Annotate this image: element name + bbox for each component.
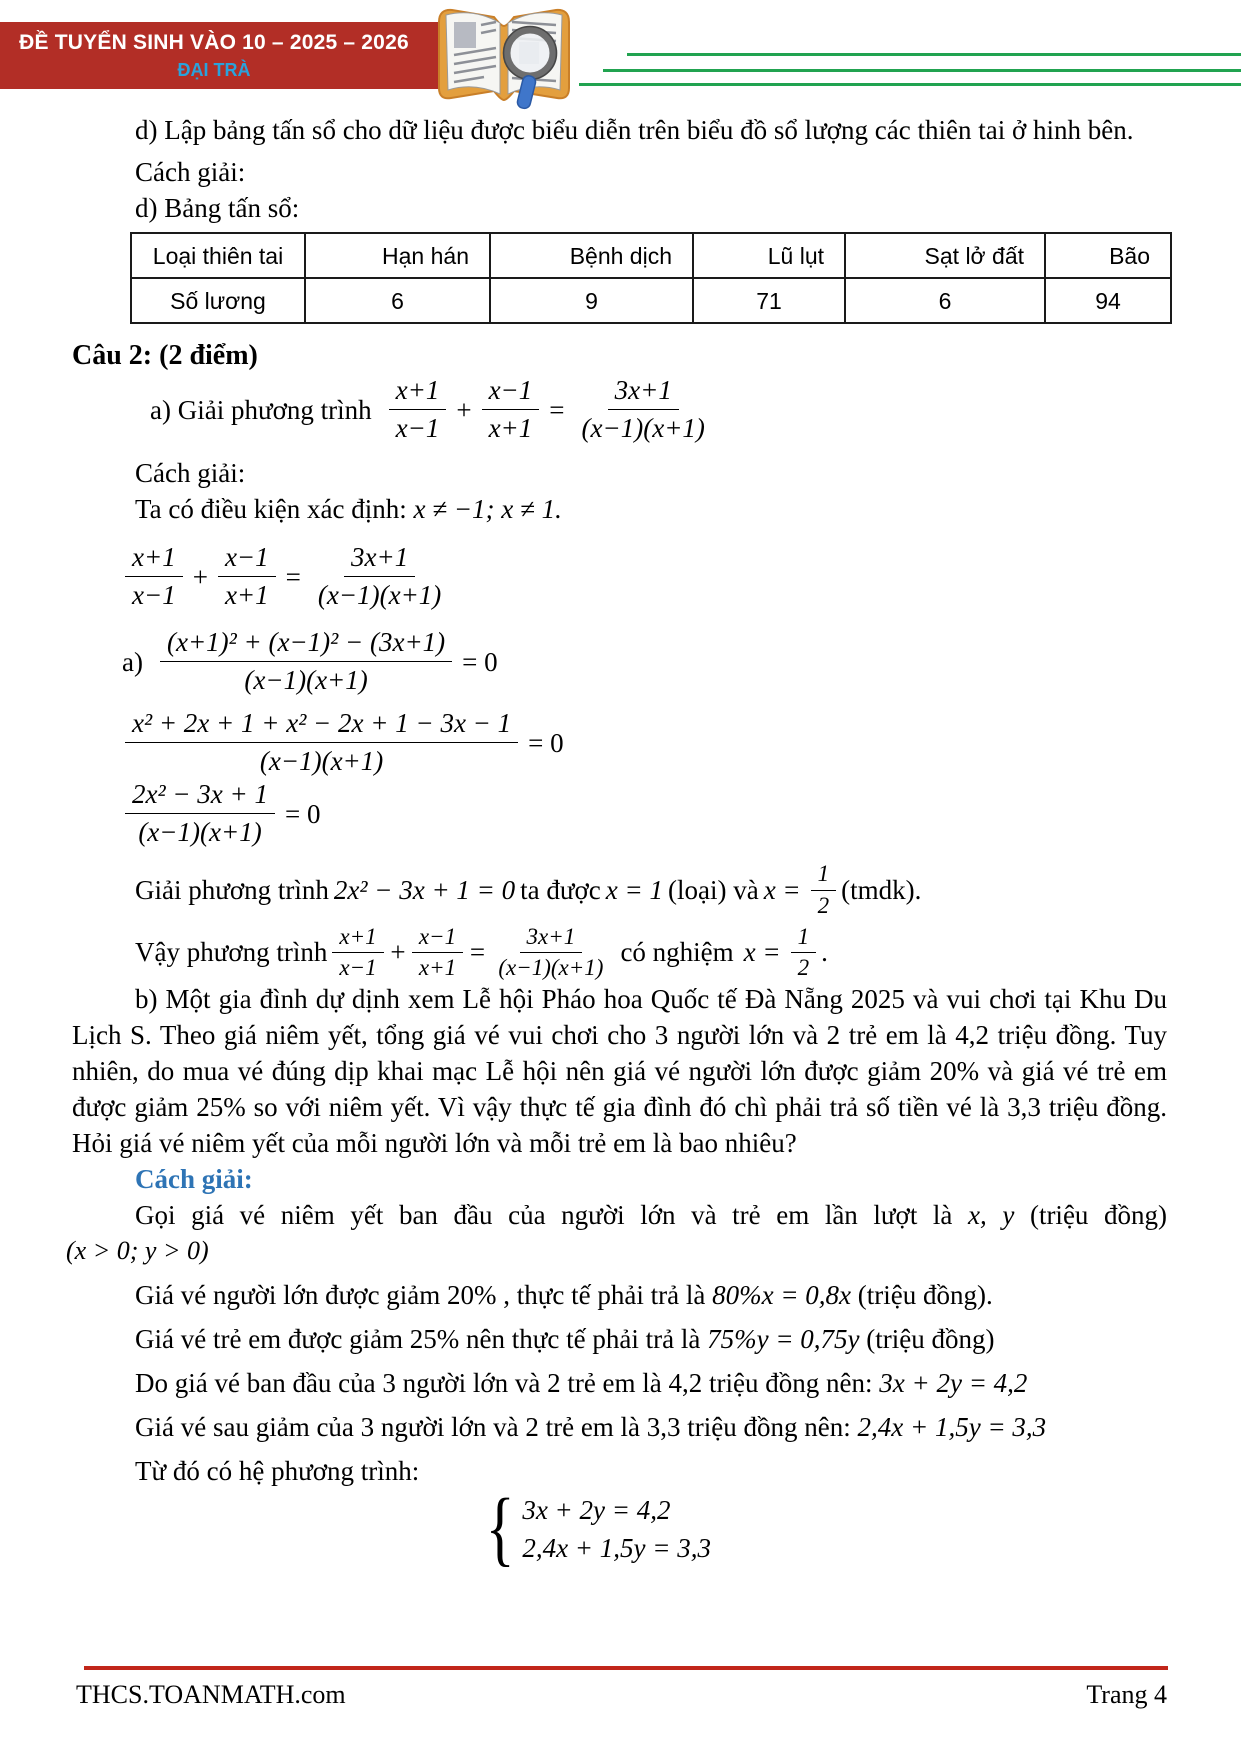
document-body <box>0 112 1241 1576</box>
banner-subtitle: ĐẠI TRÀ <box>177 59 251 80</box>
fraction: $\frac{x-1}{x+1}$ <box>482 374 540 445</box>
fraction: $\frac{\text{2x² − 3x + 1}}{(x-1)(x+1)}$ <box>125 778 275 849</box>
dieu-kien-text: Ta có điều kiện xác định: <box>135 494 407 525</box>
fraction: $\frac{x-1}{x+1}$ <box>412 924 463 981</box>
goi-line <box>72 1197 1167 1233</box>
footer-divider <box>84 1666 1168 1670</box>
paragraph-d-intro: d) Lập bảng tấn sổ cho dữ liệu được biểu diễn trên biểu đồ sổ lượng các thiên tai ở hinh bên. <box>135 115 1134 145</box>
page-footer <box>76 1680 1167 1710</box>
equals-sign: = <box>468 937 487 968</box>
plus-sign: + <box>456 394 472 425</box>
book-magnifier-icon <box>424 0 584 112</box>
equals-zero: = 0 <box>528 727 564 758</box>
solution-line-4 <box>135 1409 1167 1445</box>
goi-math: x, y <box>968 1200 1015 1231</box>
cau2-title: Câu 2: (2 điểm) <box>72 340 258 371</box>
equation-part-a <box>150 374 1167 445</box>
line-text: Giá vé người lớn được giảm 20% , thực tế phải trả là <box>135 1280 706 1311</box>
equals-zero: = 0 <box>462 646 498 677</box>
system-equations <box>522 1492 711 1566</box>
cach-giai-label-d: Cách giải: <box>135 157 246 187</box>
equals-zero: = 0 <box>285 798 321 829</box>
line-tail: (triệu đồng). <box>857 1280 993 1311</box>
system-equation-1: 3x + 2y = 4,2 <box>522 1494 671 1525</box>
table-value-bao: 94 <box>1045 278 1171 323</box>
goi-text-1: Gọi giá vé niêm yết ban đầu của người lớn và trẻ em lần lượt là <box>135 1200 953 1231</box>
solve-math-2: x = 1 <box>605 875 663 906</box>
sub-label-a: a) <box>122 646 143 677</box>
frequency-table <box>130 232 1172 324</box>
fraction: $\frac{x+1}{x-1}$ <box>389 374 447 445</box>
condition-line: (x > 0; y > 0) <box>66 1236 209 1266</box>
line-text: Do giá vé ban đầu của 3 người lớn và 2 trẻ em là 4,2 triệu đồng nên: <box>135 1368 873 1399</box>
equation-1 <box>122 541 1167 612</box>
fraction: $\frac{\text{x² + 2x + 1 + x² − 2x + 1 − 3x − 1}}{(x-1)(x+1)}$ <box>125 707 518 778</box>
fraction: $\frac{x-1}{x+1}$ <box>218 541 276 612</box>
bang-tan-so-label: d) Bảng tấn sổ: <box>135 193 300 223</box>
left-brace-symbol: { <box>485 1482 515 1576</box>
equals-sign: = <box>549 394 565 425</box>
table-value-row <box>131 278 1171 323</box>
solve-text-2: ta được <box>520 875 601 906</box>
solution-line-3 <box>135 1365 1167 1401</box>
cach-giai-label-b: Cách giải: <box>135 1164 253 1195</box>
page-header <box>0 0 1241 108</box>
fraction: $\frac{3x+1}{(x-1)(x+1)}$ <box>581 375 705 444</box>
table-header-han-han: Hạn hán <box>305 233 490 278</box>
equation-3 <box>122 707 1167 778</box>
conclusion-text-2: có nghiệm <box>620 937 734 968</box>
table-value-benh-dich: 9 <box>490 278 693 323</box>
fraction-one-half: $\frac{1}{2}$ <box>791 924 817 981</box>
solve-text-4: (tmdk) <box>841 875 915 906</box>
footer-site: THCS.TOANMATH.com <box>76 1680 346 1709</box>
table-row-label: Số lương <box>131 278 305 323</box>
decorative-line-3 <box>579 83 1241 86</box>
equation-4 <box>122 778 1167 849</box>
equation-2 <box>122 626 1167 697</box>
goi-text-2: (triệu đồng) <box>1029 1200 1168 1231</box>
solve-math-3: x = <box>763 875 801 906</box>
table-header-row <box>131 233 1171 278</box>
equation-system <box>480 1482 1167 1576</box>
banner-title: ĐỀ TUYỂN SINH VÀO 10 – 2025 – 2026 <box>19 30 409 54</box>
dieu-kien-math: x ≠ −1; x ≠ 1. <box>413 494 562 525</box>
exam-banner <box>0 22 468 89</box>
fraction: $\frac{3x+1}{(x-1)(x+1)}$ <box>498 923 604 980</box>
conclusion-text-1: Vậy phương trình <box>135 937 328 968</box>
solution-line-1 <box>135 1277 1167 1313</box>
plus-sign: + <box>192 561 208 592</box>
fraction: $\frac{\text{(x+1)² + (x−1)² − (3x+1)}}{(x-1)(x+1)}$ <box>160 626 452 697</box>
part-a-label: a) Giải phương trình <box>150 394 372 425</box>
line-math: 3x + 2y = 4,2 <box>879 1368 1028 1399</box>
line-text: Giá vé trẻ em được giảm 25% nên thực tế phải trả là <box>135 1324 701 1355</box>
conclusion-math: x = <box>743 937 781 968</box>
line-math: 80%x = 0,8x <box>712 1280 852 1311</box>
conclusion-dot: . <box>821 937 828 968</box>
solve-math-1: 2x² − 3x + 1 = 0 <box>333 875 516 906</box>
conclusion-line <box>135 924 1167 981</box>
line-math: 75%y = 0,75y <box>707 1324 860 1355</box>
fraction-one-half: $\frac{1}{2}$ <box>811 861 837 918</box>
system-equation-2: 2,4x + 1,5y = 3,3 <box>522 1532 711 1563</box>
solve-dot: . <box>914 875 922 906</box>
table-header-bao: Bão <box>1045 233 1171 278</box>
solve-text-1: Giải phương trình <box>135 875 329 906</box>
table-value-sat-lo-dat: 6 <box>845 278 1045 323</box>
footer-page-number: Trang 4 <box>1086 1680 1167 1709</box>
cach-giai-label-2a: Cách giải: <box>135 458 246 489</box>
equals-sign: = <box>285 561 301 592</box>
part-b-statement: b) Một gia đình dự dịnh xem Lễ hội Pháo hoa Quốc tế Đà Nẵng 2025 và vui chơi tại Khu Du Lịch S. Theo giá niêm yết, tổng giá vé vui chơi cho 3 người lớn và 2 trẻ em là 4,2 triệu đồng. Tuy nhiên, do mua vé đúng dịp khai mạc Lễ hội nên giá vé người lớn được giảm 20% và giá vé trẻ em được giảm 25% so với niêm yết. Vì vậy thực tế gia đình đó chì phải trả số tiền vé là 3,3 triệu đồng. Hỏi giá vé niêm yết của mỗi người lớn và mỗi trẻ em là bao nhiêu? <box>72 984 1167 1159</box>
decorative-line-1 <box>627 53 1241 56</box>
table-header-loai-thien-tai: Loại thiên tai <box>131 233 305 278</box>
fraction: $\frac{x+1}{x-1}$ <box>332 924 383 981</box>
table-header-benh-dich: Bệnh dịch <box>490 233 693 278</box>
decorative-line-2 <box>603 69 1241 72</box>
plus-sign: + <box>388 937 407 968</box>
line-tail: (triệu đồng) <box>866 1324 995 1355</box>
solve-text-3: (loại) và <box>668 875 759 906</box>
dieu-kien-line <box>72 491 1167 527</box>
solve-line <box>135 861 1167 918</box>
line-text: Từ đó có hệ phương trình: <box>135 1456 420 1487</box>
line-text: Giá vé sau giảm của 3 người lớn và 2 trẻ em là 3,3 triệu đồng nên: <box>135 1412 851 1443</box>
table-header-sat-lo-dat: Sạt lở đất <box>845 233 1045 278</box>
table-header-lu-lut: Lũ lụt <box>693 233 845 278</box>
fraction: $\frac{x+1}{x-1}$ <box>125 541 183 612</box>
solution-line-5 <box>135 1453 1167 1489</box>
table-value-han-han: 6 <box>305 278 490 323</box>
fraction: $\frac{3x+1}{(x-1)(x+1)}$ <box>317 542 442 611</box>
table-value-lu-lut: 71 <box>693 278 845 323</box>
line-math: 2,4x + 1,5y = 3,3 <box>857 1412 1047 1443</box>
solution-line-2 <box>135 1321 1167 1357</box>
